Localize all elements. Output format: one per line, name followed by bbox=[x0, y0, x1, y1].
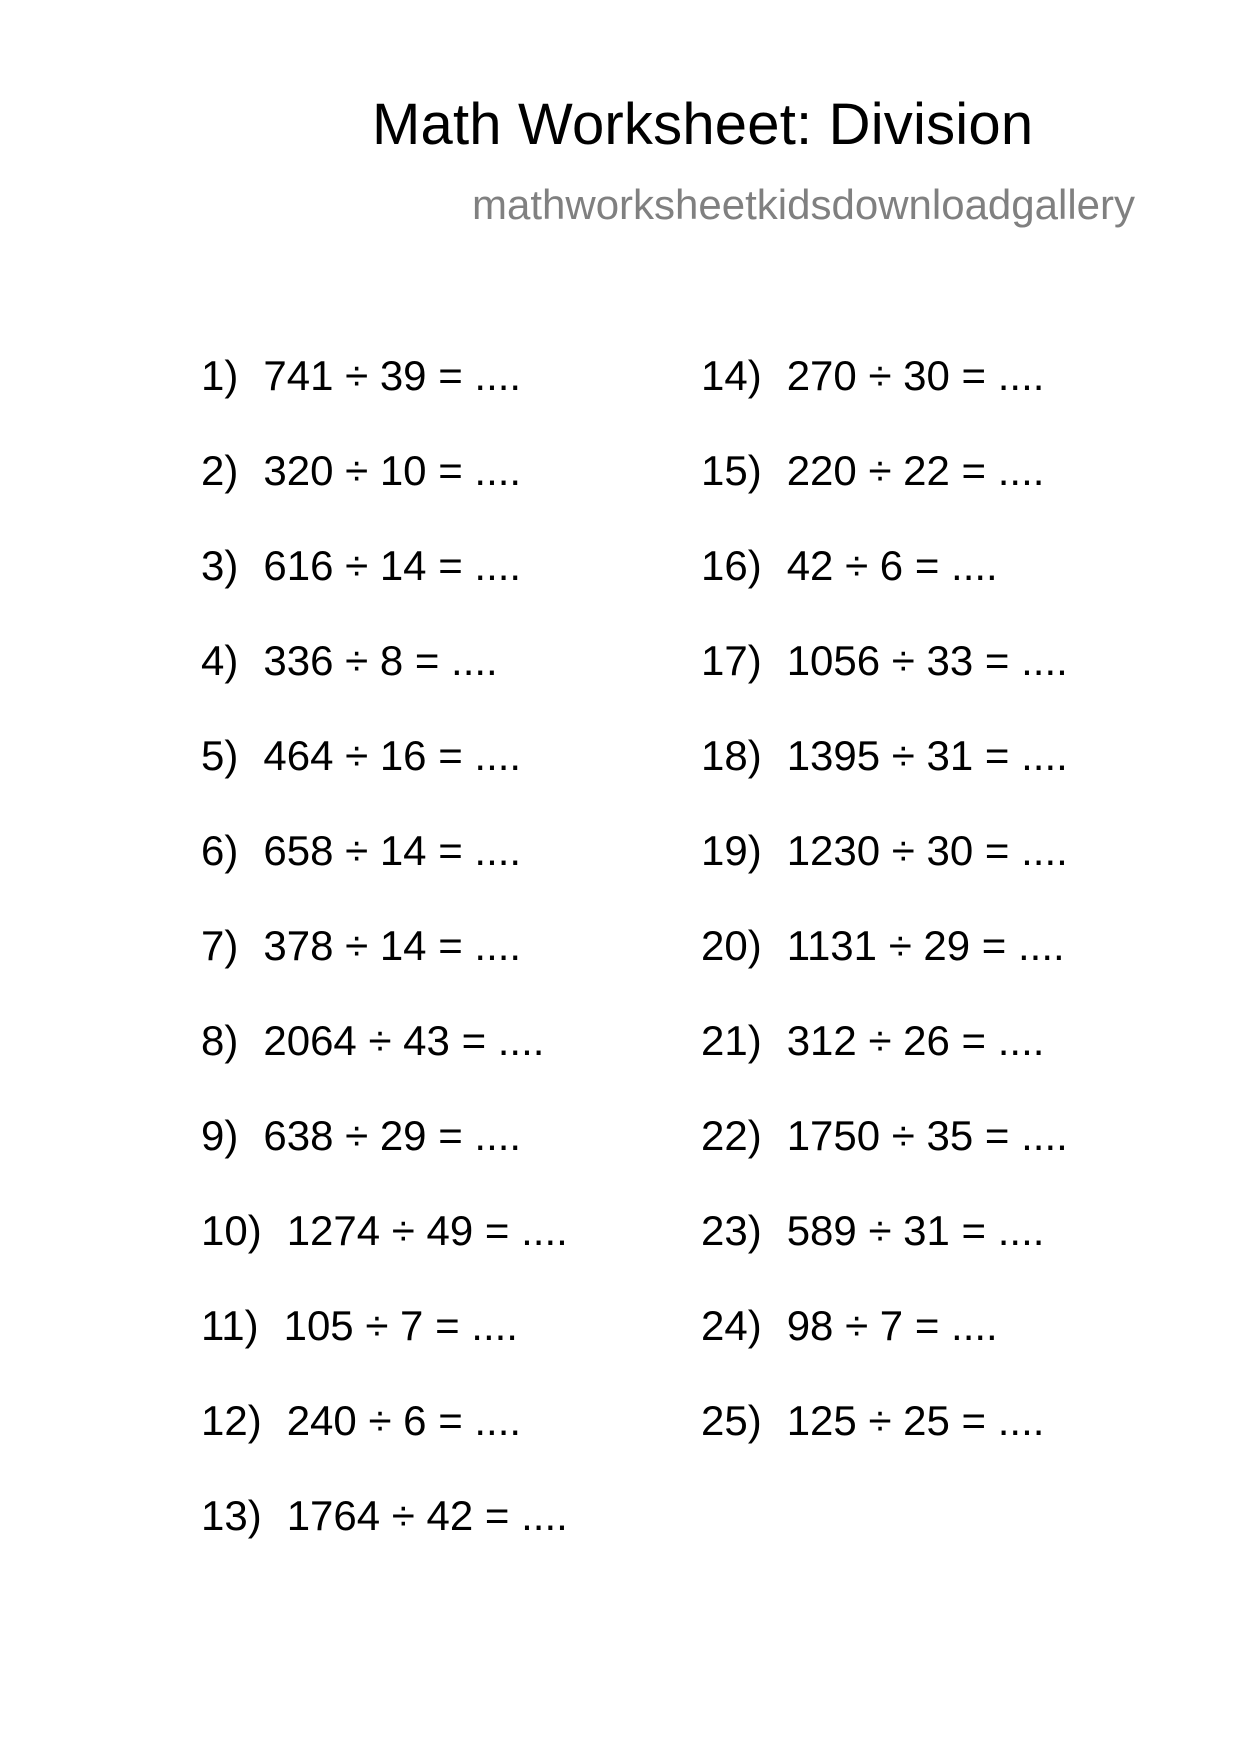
problem-expression: 2064 ÷ 43 = .... bbox=[263, 1017, 545, 1064]
problem-expression: 125 ÷ 25 = .... bbox=[786, 1397, 1045, 1444]
problem-item bbox=[201, 637, 568, 732]
problem-item bbox=[701, 447, 1068, 542]
problem-item bbox=[201, 732, 568, 827]
problem-item bbox=[701, 352, 1068, 447]
problem-number: 19) bbox=[701, 827, 762, 874]
problem-number: 9) bbox=[201, 1112, 239, 1159]
problem-expression: 98 ÷ 7 = .... bbox=[786, 1302, 998, 1349]
problem-item bbox=[201, 352, 568, 447]
problem-number: 17) bbox=[701, 637, 762, 684]
problem-item bbox=[701, 637, 1068, 732]
problem-number: 13) bbox=[201, 1492, 262, 1539]
problem-item bbox=[201, 1492, 568, 1587]
problem-item bbox=[701, 1207, 1068, 1302]
problem-expression: 320 ÷ 10 = .... bbox=[263, 447, 522, 494]
problem-expression: 240 ÷ 6 = .... bbox=[286, 1397, 522, 1444]
problem-item bbox=[201, 1302, 568, 1397]
problem-number: 22) bbox=[701, 1112, 762, 1159]
problem-expression: 378 ÷ 14 = .... bbox=[263, 922, 522, 969]
problem-expression: 42 ÷ 6 = .... bbox=[786, 542, 998, 589]
problem-item bbox=[701, 1397, 1068, 1492]
problem-item bbox=[201, 922, 568, 1017]
problem-number: 21) bbox=[701, 1017, 762, 1064]
problem-number: 2) bbox=[201, 447, 239, 494]
problem-number: 7) bbox=[201, 922, 239, 969]
problem-number: 14) bbox=[701, 352, 762, 399]
problem-item bbox=[201, 1207, 568, 1302]
problem-item bbox=[701, 1112, 1068, 1207]
problem-number: 20) bbox=[701, 922, 762, 969]
problem-expression: 220 ÷ 22 = .... bbox=[786, 447, 1045, 494]
problem-item bbox=[701, 1017, 1068, 1112]
page-subtitle: mathworksheetkidsdownloadgallery bbox=[472, 181, 1136, 228]
problem-expression: 638 ÷ 29 = .... bbox=[263, 1112, 522, 1159]
problem-expression: 270 ÷ 30 = .... bbox=[786, 352, 1045, 399]
problem-item bbox=[201, 447, 568, 542]
problem-number: 8) bbox=[201, 1017, 239, 1064]
problem-number: 16) bbox=[701, 542, 762, 589]
problem-item bbox=[201, 1397, 568, 1492]
problem-list-right bbox=[701, 352, 1068, 1492]
problem-expression: 616 ÷ 14 = .... bbox=[263, 542, 522, 589]
problem-expression: 312 ÷ 26 = .... bbox=[786, 1017, 1045, 1064]
problem-item bbox=[701, 1302, 1068, 1397]
problem-number: 6) bbox=[201, 827, 239, 874]
problem-expression: 589 ÷ 31 = .... bbox=[786, 1207, 1045, 1254]
problem-item bbox=[201, 1112, 568, 1207]
problem-item bbox=[701, 827, 1068, 922]
problem-item bbox=[701, 732, 1068, 827]
problem-number: 15) bbox=[701, 447, 762, 494]
problem-number: 23) bbox=[701, 1207, 762, 1254]
problem-expression: 336 ÷ 8 = .... bbox=[263, 637, 498, 684]
problem-expression: 1750 ÷ 35 = .... bbox=[786, 1112, 1068, 1159]
problem-number: 1) bbox=[201, 352, 239, 399]
problem-expression: 1230 ÷ 30 = .... bbox=[786, 827, 1068, 874]
problem-number: 12) bbox=[201, 1397, 262, 1444]
problem-expression: 1395 ÷ 31 = .... bbox=[786, 732, 1068, 779]
problem-item bbox=[701, 542, 1068, 637]
problem-expression: 105 ÷ 7 = .... bbox=[283, 1302, 518, 1349]
problem-expression: 464 ÷ 16 = .... bbox=[263, 732, 522, 779]
problem-number: 25) bbox=[701, 1397, 762, 1444]
problem-number: 10) bbox=[201, 1207, 262, 1254]
problem-item bbox=[701, 922, 1068, 1017]
problem-number: 5) bbox=[201, 732, 239, 779]
problem-list-left bbox=[201, 352, 568, 1587]
problem-number: 3) bbox=[201, 542, 239, 589]
problem-expression: 1131 ÷ 29 = .... bbox=[786, 922, 1065, 969]
problem-item bbox=[201, 542, 568, 637]
problem-number: 11) bbox=[201, 1302, 259, 1349]
problem-item bbox=[201, 1017, 568, 1112]
problem-expression: 741 ÷ 39 = .... bbox=[263, 352, 522, 399]
problem-expression: 658 ÷ 14 = .... bbox=[263, 827, 522, 874]
problem-expression: 1764 ÷ 42 = .... bbox=[286, 1492, 568, 1539]
problem-number: 24) bbox=[701, 1302, 762, 1349]
page-title: Math Worksheet: Division bbox=[372, 92, 1034, 157]
problem-number: 4) bbox=[201, 637, 239, 684]
problem-expression: 1274 ÷ 49 = .... bbox=[286, 1207, 568, 1254]
problem-item bbox=[201, 827, 568, 922]
problem-number: 18) bbox=[701, 732, 762, 779]
problem-expression: 1056 ÷ 33 = .... bbox=[786, 637, 1068, 684]
